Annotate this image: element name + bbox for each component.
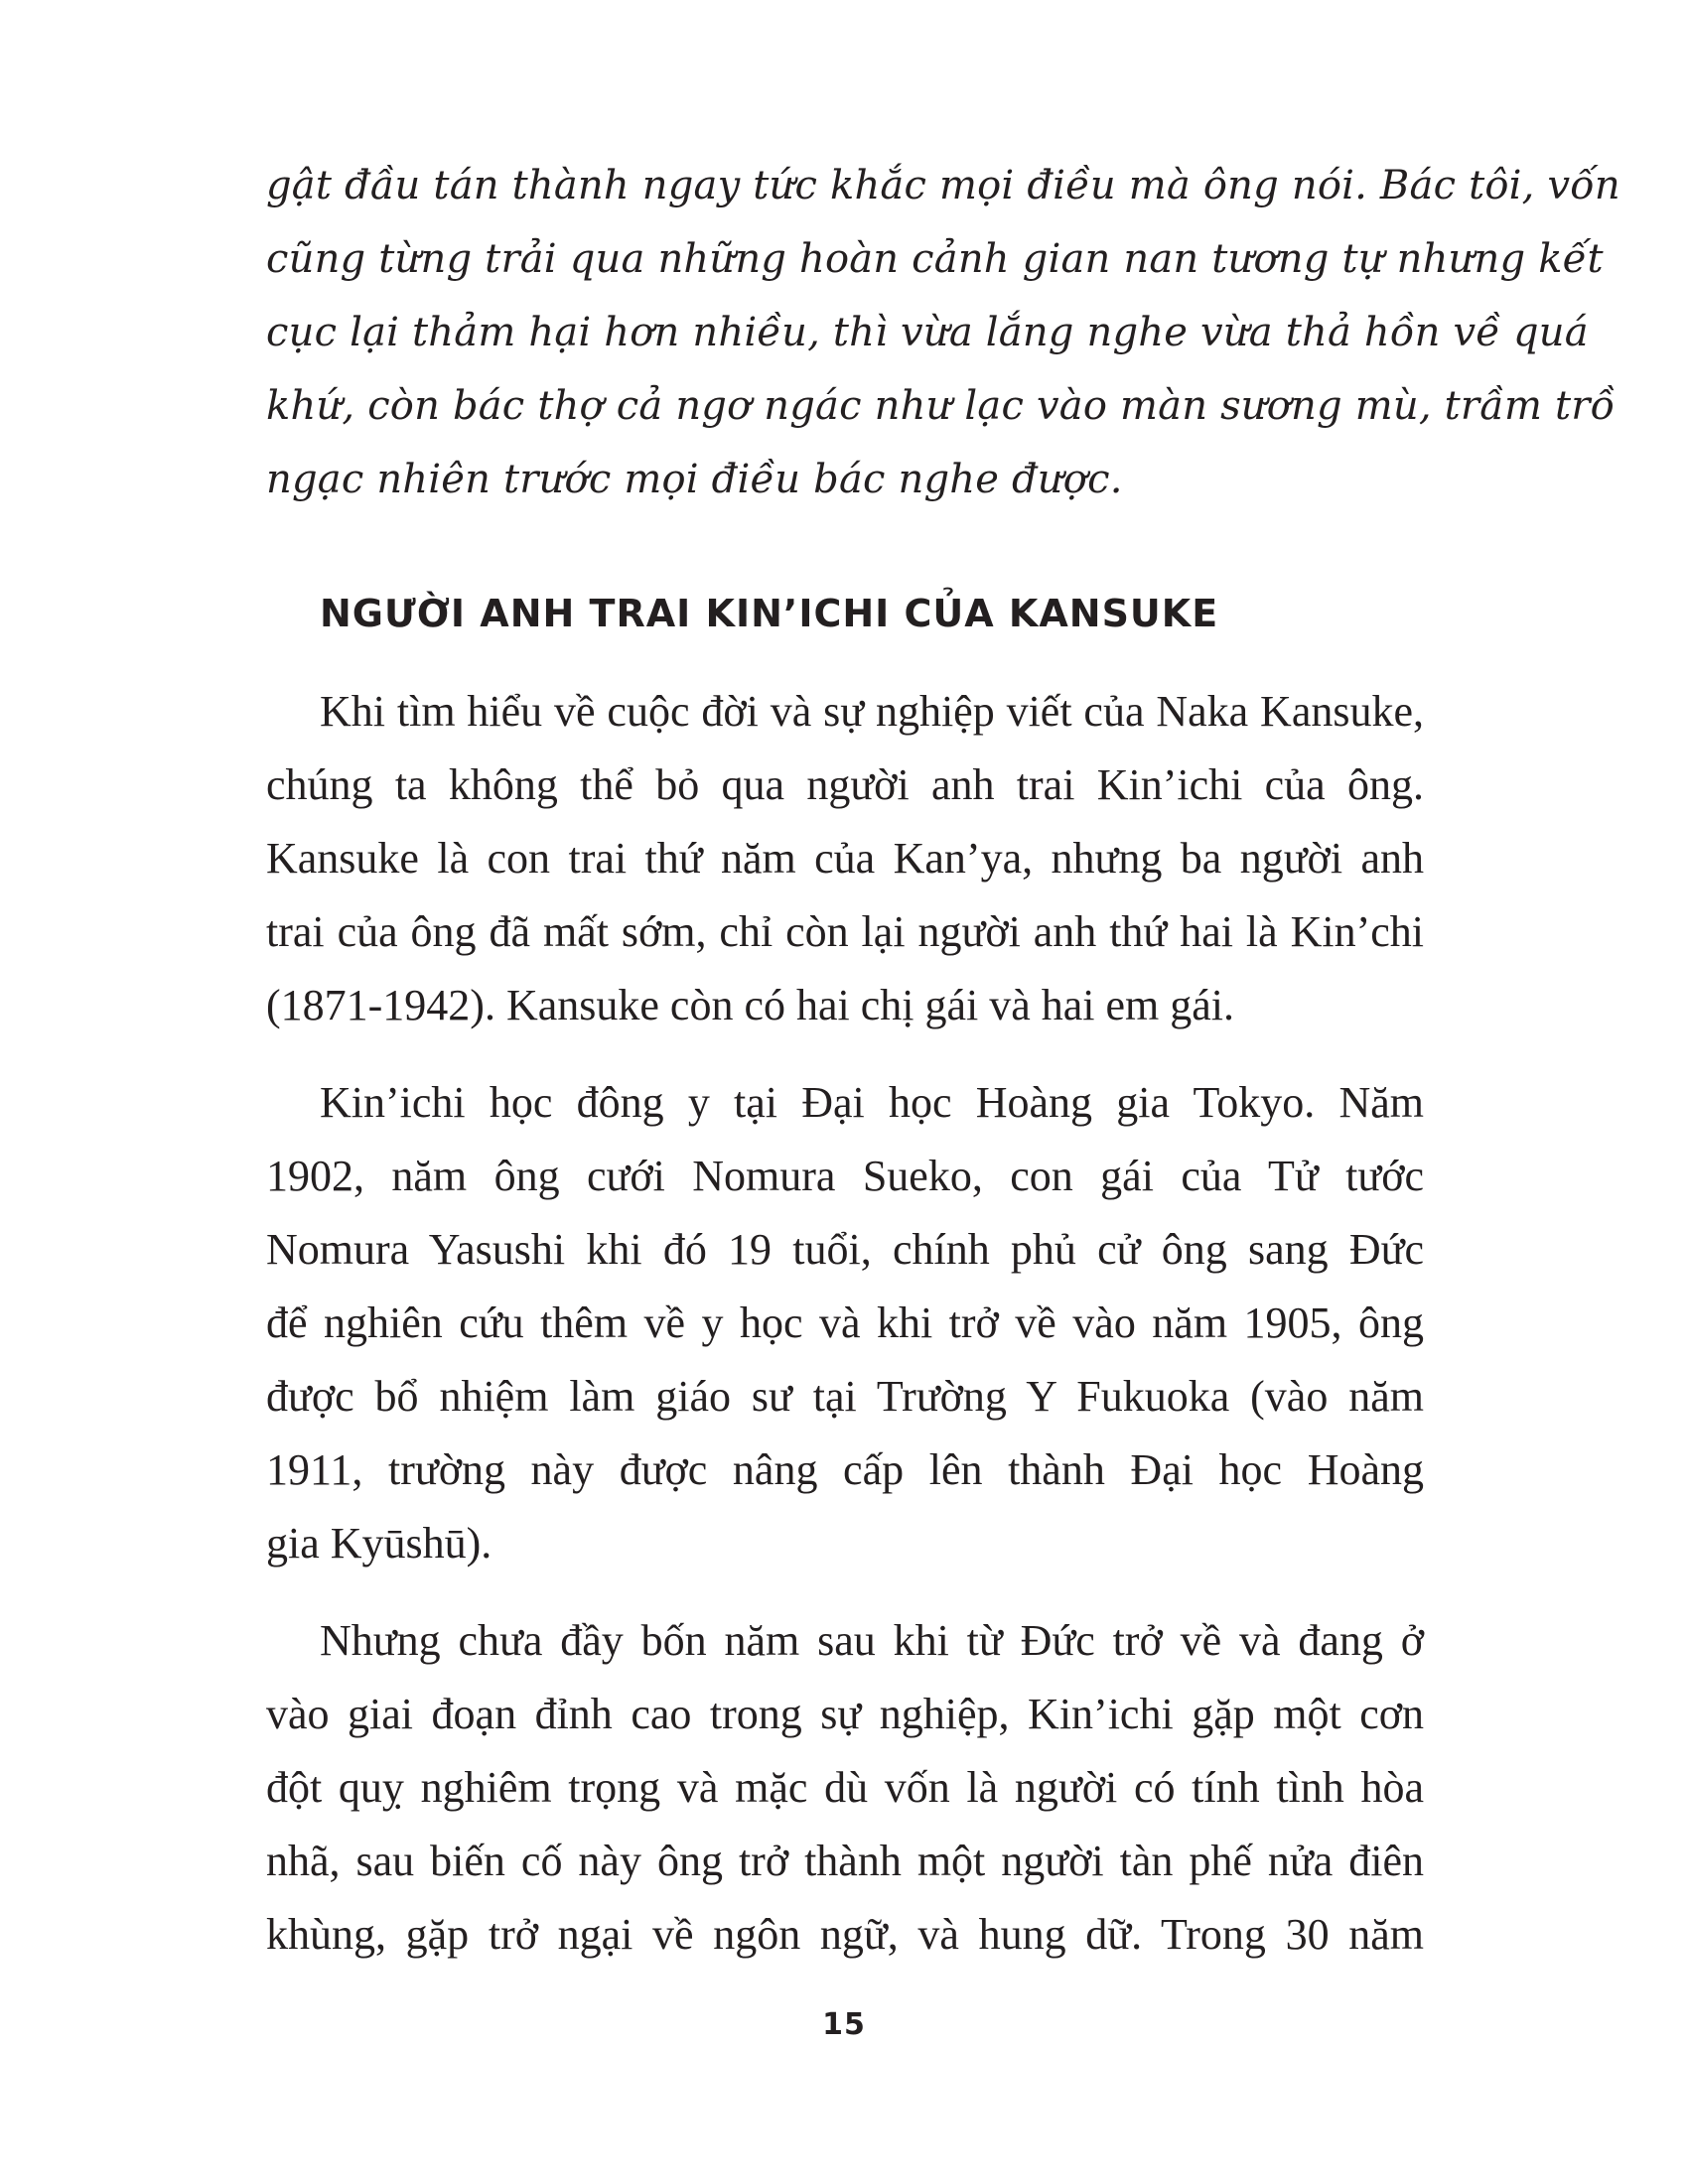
paragraph-line: gia Kyūshū).	[266, 1519, 492, 1568]
intro-line: cục lại thảm hại hơn nhiều, thì vừa lắng nghe vừa thả hồn về quá	[266, 310, 1589, 355]
page-number: 15	[822, 2007, 866, 2042]
paragraph-line: Khi tìm hiểu về cuộc đời và sự nghiệp viết của Naka Kansuke,	[320, 687, 1424, 736]
paragraph-line: trai của ông đã mất sớm, chỉ còn lại người anh thứ hai là Kin’chi	[266, 907, 1424, 956]
intro-line: gật đầu tán thành ngay tức khắc mọi điều mà ông nói. Bác tôi, vốn	[266, 163, 1620, 208]
intro-line: khứ, còn bác thợ cả ngơ ngác như lạc vào màn sương mù, trầm trồ	[266, 383, 1616, 429]
paragraph-line: 1911, trường này được nâng cấp lên thành Đại học Hoàng	[266, 1445, 1424, 1494]
paragraph-2	[266, 1066, 1424, 1580]
paragraph-line: khùng, gặp trở ngại về ngôn ngữ, và hung dữ. Trong 30 năm	[266, 1910, 1424, 1959]
paragraph-line: Kansuke là con trai thứ năm của Kan’ya, nhưng ba người anh	[266, 834, 1424, 883]
paragraph-line: chúng ta không thể bỏ qua người anh trai Kin’ichi của ông.	[266, 760, 1424, 809]
paragraph-line: đột quỵ nghiêm trọng và mặc dù vốn là người có tính tình hòa	[266, 1763, 1424, 1812]
paragraph-line: nhã, sau biến cố này ông trở thành một người tàn phế nửa điên	[266, 1837, 1424, 1885]
section-heading: NGƯỜI ANH TRAI KIN’ICHI CỦA KANSUKE	[320, 592, 1219, 635]
paragraph-line: vào giai đoạn đỉnh cao trong sự nghiệp, Kin’ichi gặp một cơn	[266, 1690, 1424, 1738]
intro-italic-paragraph	[266, 149, 1620, 516]
paragraph-line: (1871-1942). Kansuke còn có hai chị gái và hai em gái.	[266, 981, 1235, 1029]
paragraph-1	[266, 675, 1424, 1042]
paragraph-line: để nghiên cứu thêm về y học và khi trở về vào năm 1905, ông	[266, 1298, 1424, 1347]
intro-line: ngạc nhiên trước mọi điều bác nghe được.	[266, 457, 1123, 502]
page-body	[266, 149, 1620, 1972]
intro-line: cũng từng trải qua những hoàn cảnh gian nan tương tự nhưng kết	[266, 236, 1604, 282]
paragraph-line: được bổ nhiệm làm giáo sư tại Trường Y Fukuoka (vào năm	[266, 1372, 1424, 1421]
paragraph-line: 1902, năm ông cưới Nomura Sueko, con gái của Tử tước	[266, 1152, 1424, 1200]
paragraph-line: Nhưng chưa đầy bốn năm sau khi từ Đức trở về và đang ở	[320, 1616, 1424, 1665]
paragraph-line: Kin’ichi học đông y tại Đại học Hoàng gia Tokyo. Năm	[320, 1078, 1424, 1127]
paragraph-line: Nomura Yasushi khi đó 19 tuổi, chính phủ cử ông sang Đức	[266, 1225, 1424, 1274]
paragraph-3	[266, 1604, 1424, 1972]
